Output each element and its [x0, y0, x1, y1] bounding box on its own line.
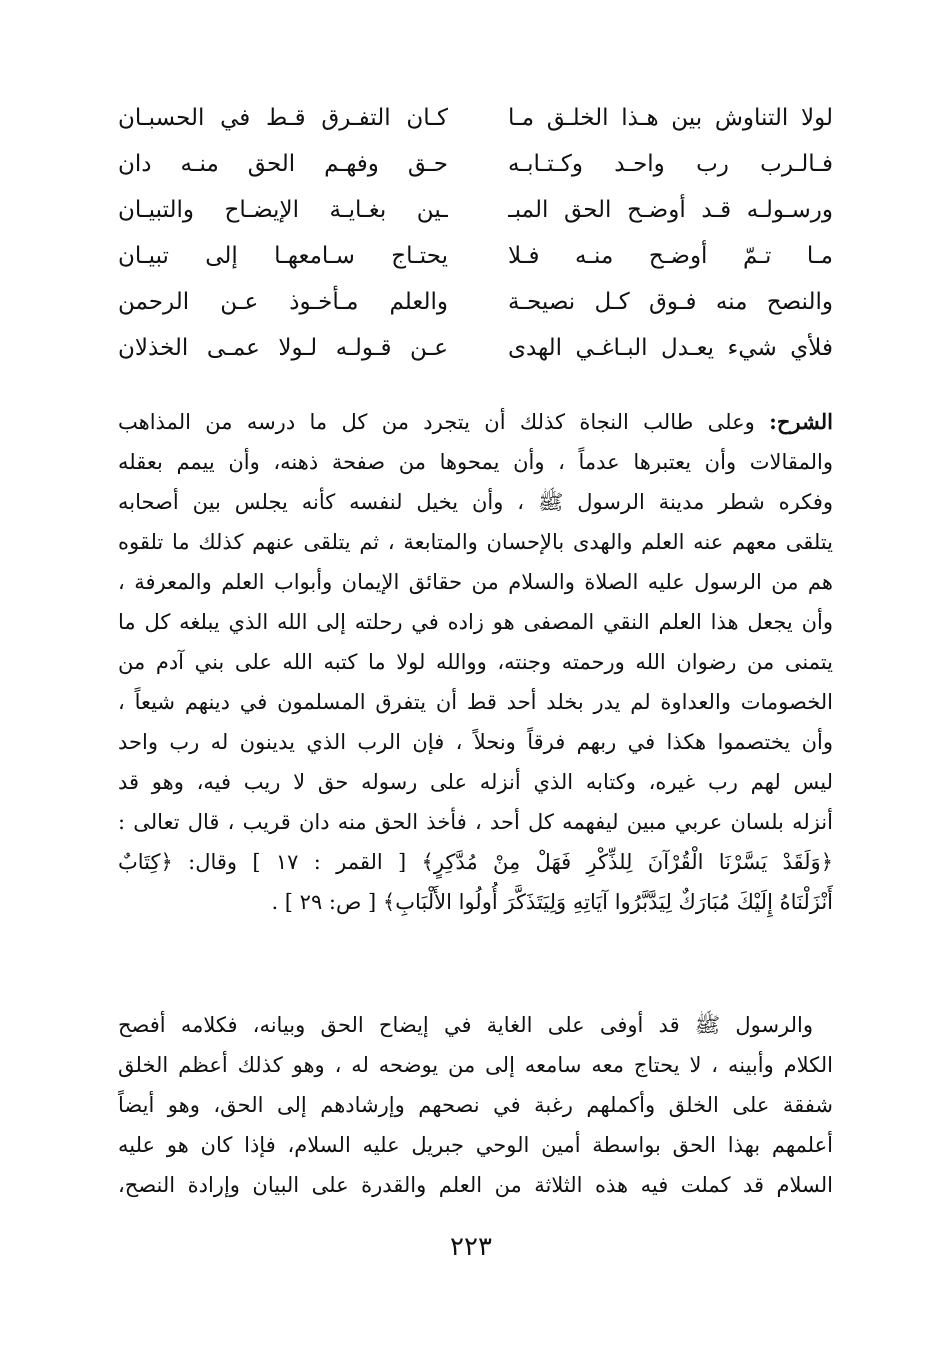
verse-first-hemistich: مـا تـمّ أوضـح منـه فـلا	[508, 243, 833, 269]
paragraph-line: أعلمهم بهذا الحق بواسطة أمين الوحي جبريل عليه السلام، فإذا كان هو عليه	[118, 1133, 833, 1157]
commentary-line: أنزله بلسان عربي مبين ليفهمه كل أحد ، فأخذ الحق منه دان قريب ، قال تعالى :	[118, 810, 833, 834]
verse-first-hemistich: والنصح منه فـوق كـل نصيحـة	[508, 289, 833, 315]
verse-second-hemistich: والعلم مـأخـوذ عـن الرحمن	[118, 289, 448, 315]
verse-first-hemistich: فلأي شيء يعـدل البـاغـي الهدى	[508, 335, 833, 361]
verse-second-hemistich: عـن قـولـه لـولا عمـى الخذلان	[118, 335, 448, 361]
verse-first-hemistich: ورسـولـه قـد أوضـح الحق المبـ	[508, 197, 833, 223]
verse-second-hemistich: حـق وفهـم الحق منـه دان	[118, 151, 448, 177]
commentary-line: يتمنى من رضوان الله ورحمته وجنته، ووالله لولا ما كتبه الله على بني آدم من	[118, 650, 833, 674]
commentary-line: وفكره شطر مدينة الرسول ﷺ ، وأن يخيل لنفسه كأنه يجلس بين أصحابه	[118, 490, 833, 514]
commentary-block	[118, 402, 833, 922]
commentary-line	[118, 402, 833, 442]
poem-verse	[118, 95, 833, 141]
poem-block	[118, 95, 833, 371]
quran-verse-line: ﴿وَلَقَدْ يَسَّرْنَا الْقُرْآنَ لِلذِّكْرِ فَهَلْ مِنْ مُدَّكِرٍ﴾ [ القمر : ١٧ ] وقال: ﴿كِتَابٌ	[118, 850, 833, 874]
poem-verse	[118, 187, 833, 233]
page-number: ٢٢٣	[450, 1232, 492, 1262]
commentary-line: والمقالات وأن يعتبرها عدماً ، وأن يمحوها من صفحة ذهنه، وأن ييمم بعقله	[118, 450, 833, 474]
paragraph-line: الكلام وأبينه ، لا يحتاج معه سامعه إلى من يوضحه له ، وهو كذلك أعظم الخلق	[118, 1053, 833, 1077]
verse-second-hemistich: كـان التفـرق قـط في الحسبـان	[118, 105, 448, 131]
poem-verse	[118, 233, 833, 279]
verse-second-hemistich: ـين بغـايـة الإيضـاح والتبيـان	[118, 197, 448, 223]
commentary-line: ليس لهم رب غيره، وكتابه الذي أنزله على رسوله حق لا ريب فيه، وهو قد	[118, 770, 833, 794]
paragraph-line: السلام قد كملت فيه هذه الثلاثة من العلم والقدرة على البيان وإرادة النصح،	[118, 1173, 833, 1197]
paragraph-line: والرسول ﷺ قد أوفى على الغاية في إيضاح الحق وبيانه، فكلامه أفصح	[118, 1013, 813, 1037]
commentary-line: يتلقى معهم عنه العلم والهدى بالإحسان والمتابعة ، ثم يتلقى عنهم كذلك ما تلقوه	[118, 530, 833, 554]
commentary-line: وأن يجعل هذا العلم النقي المصفى هو زاده في رحلته إلى الله الذي يبلغه كل ما	[118, 610, 833, 634]
commentary-line: الخصومات والعداوة لم يدر بخلد أحد قط أن يتفرق المسلمون في دينهم شيعاً ،	[118, 690, 833, 714]
paragraph-block	[118, 1005, 833, 1205]
commentary-line: وأن يختصموا هكذا في ربهم فرقاً ونحلاً ، فإن الرب الذي يدينون له رب واحد	[118, 730, 833, 754]
verse-second-hemistich: يحتـاج سـامعهـا إلى تبيـان	[118, 243, 448, 269]
paragraph-line: شفقة على الخلق وأكملهم رغبة في نصحهم وإرشادهم إلى الحق، وهو أيضاً	[118, 1093, 833, 1117]
quran-verse-line: أَنْزَلْنَاهُ إِلَيْكَ مُبَارَكٌ لِيَدَّبَّرُوا آيَاتِهِ وَلِيَتَذَكَّرَ أُولُوا الأَلْبَابِ﴾ [ ص: ٢٩ ] .	[271, 890, 833, 914]
commentary-label: الشرح:	[769, 409, 833, 434]
commentary-line-text: وعلى طالب النجاة كذلك أن يتجرد من كل ما درسه من المذاهب	[118, 410, 755, 434]
verse-first-hemistich: لولا التناوش بين هـذا الخلـق مـا	[508, 105, 833, 131]
verse-first-hemistich: فـالـرب رب واحـد وكـتـابـه	[508, 151, 833, 177]
poem-verse	[118, 279, 833, 325]
poem-verse	[118, 141, 833, 187]
poem-verse	[118, 325, 833, 371]
commentary-line: هم من الرسول عليه الصلاة والسلام من حقائق الإيمان وأبواب العلم والمعرفة ،	[118, 570, 833, 594]
